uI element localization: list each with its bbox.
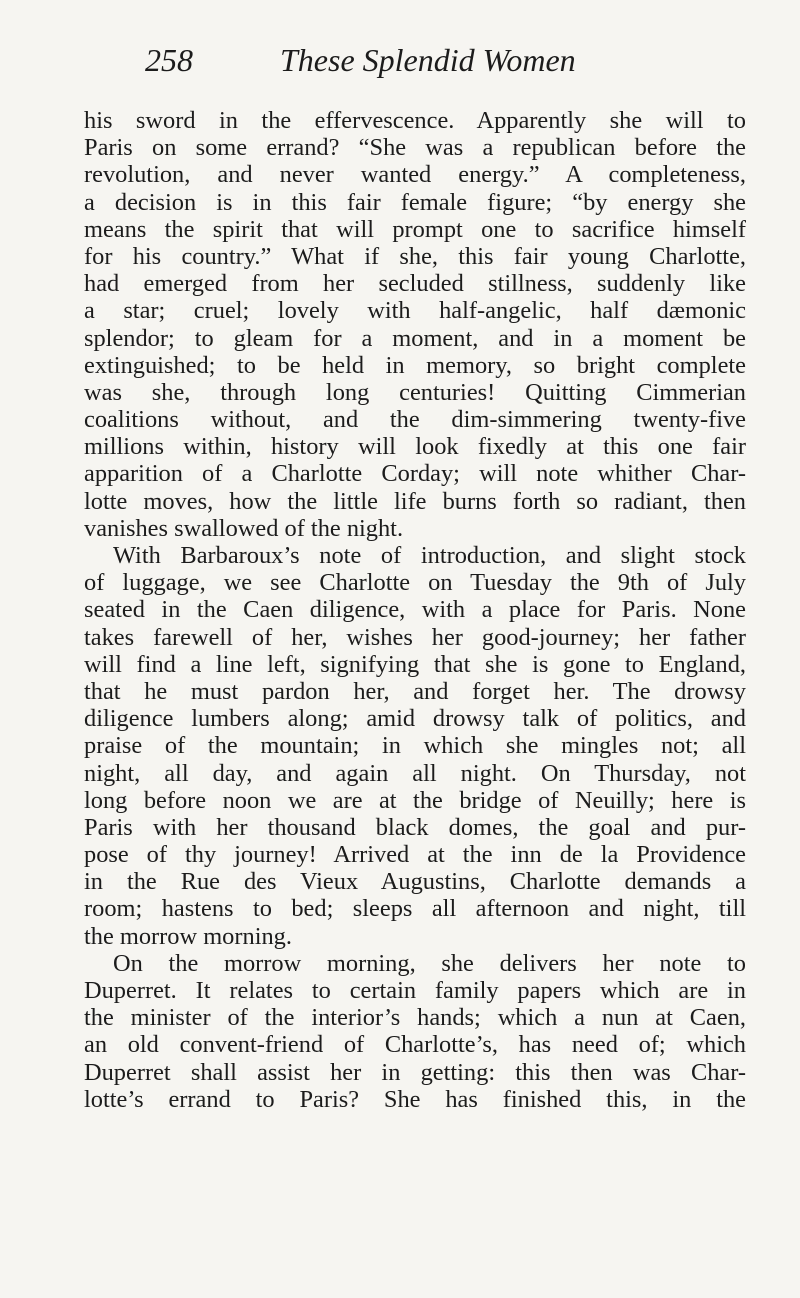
text-line: On the morrow morning, she delivers her note to: [113, 949, 746, 977]
text-line: his sword in the effervescence. Apparently she will to: [84, 107, 746, 134]
text-line: had emerged from her secluded stillness, suddenly like: [84, 270, 746, 298]
text-line: praise of the mountain; in which she mingles not; all: [84, 732, 746, 760]
text-line: for his country.” What if she, this fair young Charlotte,: [84, 242, 746, 270]
text-line: the morrow morning.: [84, 922, 292, 950]
text-line: night, all day, and again all night. On Thursday, not: [84, 759, 746, 787]
text-line: takes farewell of her, wishes her good-journey; her father: [84, 623, 746, 651]
paragraph-2: [84, 542, 746, 950]
text-line: Duperret shall assist her in getting: this then was Char-: [84, 1058, 746, 1086]
text-line: room; hastens to bed; sleeps all afternoon and night, till: [84, 895, 746, 923]
text-line: Paris with her thousand black domes, the goal and pur-: [84, 813, 746, 841]
text-line: vanishes swallowed of the night.: [84, 514, 404, 542]
page-number: 258: [145, 42, 193, 78]
text-line: long before noon we are at the bridge of Neuilly; here is: [84, 786, 746, 814]
text-line: splendor; to gleam for a moment, and in a moment be: [84, 324, 746, 352]
text-line: a decision is in this fair female figure; “by energy she: [84, 188, 746, 216]
text-line: millions within, history will look fixedly at this one fair: [84, 433, 746, 461]
text-line: pose of thy journey! Arrived at the inn de la Providence: [84, 841, 746, 869]
text-line: Duperret. It relates to certain family papers which are in: [84, 977, 746, 1004]
text-line: in the Rue des Vieux Augustins, Charlotte demands a: [84, 868, 746, 896]
text-line: revolution, and never wanted energy.” A completeness,: [84, 161, 746, 189]
page-header: [0, 40, 800, 80]
text-line: seated in the Caen diligence, with a place for Paris. None: [84, 596, 746, 624]
text-line: diligence lumbers along; amid drowsy talk of politics, and: [84, 705, 746, 733]
text-line: With Barbaroux’s note of introduction, and slight stock: [113, 542, 746, 569]
text-line: apparition of a Charlotte Corday; will note whither Char-: [84, 460, 746, 488]
text-line: a star; cruel; lovely with half-angelic, half dæmonic: [84, 297, 746, 325]
text-line: lotte moves, how the little life burns forth so radiant, then: [84, 487, 746, 515]
text-line: Paris on some errand? “She was a republican before the: [84, 134, 746, 162]
text-line: lotte’s errand to Paris? She has finished this, in the: [84, 1085, 746, 1113]
body-text: [84, 107, 746, 1113]
running-title: These Splendid Women: [280, 42, 576, 78]
text-line: was she, through long centuries! Quitting Cimmerian: [84, 378, 746, 406]
text-line: extinguished; to be held in memory, so bright complete: [84, 351, 746, 379]
text-line: will find a line left, signifying that she is gone to England,: [84, 650, 746, 678]
text-line: means the spirit that will prompt one to sacrifice himself: [84, 215, 746, 243]
text-line: coalitions without, and the dim-simmering twenty-five: [84, 406, 746, 434]
text-line: of luggage, we see Charlotte on Tuesday the 9th of July: [84, 569, 746, 597]
text-line: an old convent-friend of Charlotte’s, has need of; which: [84, 1031, 746, 1059]
paragraph-3: [84, 950, 746, 1113]
paragraph-1: [84, 107, 746, 542]
text-line: that he must pardon her, and forget her. The drowsy: [84, 677, 746, 705]
text-line: the minister of the interior’s hands; which a nun at Caen,: [84, 1004, 746, 1032]
